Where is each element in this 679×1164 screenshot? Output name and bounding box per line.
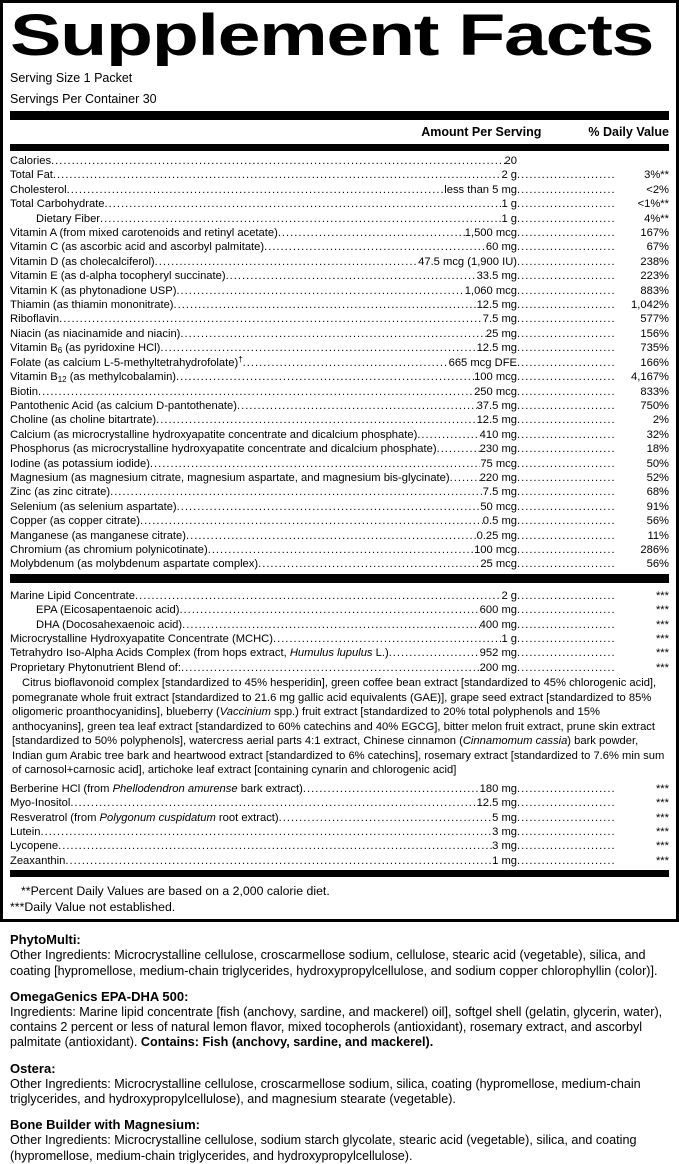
dot-leader <box>135 589 501 603</box>
nutrient-daily-value: *** <box>655 604 669 617</box>
nutrient-amount: 5 mg <box>492 811 517 824</box>
nutrient-name: Vitamin A (from mixed carotenoids and retinyl acetate) <box>10 227 278 240</box>
nutrient-name: Microcrystalline Hydroxyapatite Concentrate (MCHC) <box>10 633 273 645</box>
product-ingredients: Other Ingredients: Microcrystalline cellulose, croscarmellose sodium, silica, coating (hypromellose, medium-chain triglycerides, and hydroxypropylcellulose), and magnesium stearate (vegetable). <box>10 1076 641 1106</box>
dot-leader <box>208 543 474 557</box>
nutrient-amount: 665 mcg DFE <box>448 356 517 369</box>
nutrient-name: Vitamin $B_6$ (as pyridoxine HCl) <box>10 342 161 356</box>
dot-leader <box>180 327 486 341</box>
amount-per-serving-header: Amount Per Serving <box>421 125 542 139</box>
dot-leader <box>517 399 615 413</box>
dot-leader <box>155 255 418 269</box>
nutrient-daily-value: 56% <box>646 515 669 528</box>
nutrient-daily-value: 286% <box>640 543 669 556</box>
dot-leader <box>176 370 474 384</box>
nutrient-daily-value: 750% <box>640 399 669 412</box>
dot-leader <box>160 341 476 355</box>
nutrient-name: Manganese (as manganese citrate) <box>10 529 186 542</box>
nutrient-name: Vitamin D (as cholecalciferol) <box>10 255 155 268</box>
nutrient-row <box>10 796 669 810</box>
dot-leader <box>517 618 615 632</box>
dot-leader <box>517 197 615 211</box>
product-heading: OmegaGenics EPA-DHA 500: <box>10 988 189 1004</box>
nutrient-row <box>10 825 669 839</box>
nutrient-row <box>10 854 669 868</box>
nutrient-row <box>10 154 669 168</box>
nutrient-rows-main <box>10 151 669 572</box>
nutrient-amount: 220 mg <box>479 471 517 484</box>
dot-leader <box>517 269 615 283</box>
nutrient-daily-value: *** <box>655 782 669 795</box>
nutrient-row <box>10 226 669 240</box>
nutrient-amount: 75 mcg <box>480 457 517 470</box>
nutrient-name: Phosphorus (as microcrystalline hydroxyapatite concentrate and dicalcium phosphate) <box>10 443 437 456</box>
dot-leader <box>417 428 479 442</box>
dot-leader <box>517 839 615 853</box>
nutrient-amount: 1 g <box>501 198 517 211</box>
nutrient-amount: 7.5 mg <box>482 313 517 326</box>
nutrient-amount: 250 mcg <box>474 385 517 398</box>
nutrient-daily-value: 67% <box>646 241 669 254</box>
nutrient-row <box>10 661 669 675</box>
dot-leader <box>517 385 615 399</box>
nutrient-row <box>10 413 669 427</box>
nutrient-amount: 12.5 mg <box>476 342 517 355</box>
dot-leader <box>517 341 615 355</box>
nutrient-amount: 33.5 mg <box>476 270 517 283</box>
nutrient-amount: 100 mcg <box>474 543 517 556</box>
nutrient-row <box>10 356 669 370</box>
nutrient-name: Vitamin C (as ascorbic acid and ascorbyl palmitate) <box>10 241 265 254</box>
nutrient-name: Dietary Fiber <box>36 212 101 225</box>
nutrient-name: Total Carbohydrate <box>10 198 105 211</box>
dot-leader <box>226 269 477 283</box>
nutrient-amount: less than 5 mg <box>444 183 517 196</box>
dot-leader <box>51 154 505 168</box>
product-heading: Ostera: <box>10 1060 56 1076</box>
nutrient-amount: 410 mg <box>479 428 517 441</box>
dot-leader <box>517 370 615 384</box>
dot-leader <box>517 327 615 341</box>
dot-leader <box>100 212 501 226</box>
dot-leader <box>105 197 502 211</box>
nutrient-name: Riboflavin <box>10 313 60 326</box>
dot-leader <box>517 500 615 514</box>
nutrient-row <box>10 543 669 557</box>
nutrient-row <box>10 632 669 646</box>
dot-leader <box>278 226 465 240</box>
dot-leader <box>517 442 615 456</box>
nutrient-name: Niacin (as niacinamide and niacin) <box>10 327 181 340</box>
dot-leader <box>517 471 615 485</box>
nutrient-amount: 2 g <box>501 589 517 602</box>
dot-leader <box>517 183 615 197</box>
dot-leader <box>176 284 464 298</box>
nutrient-amount: 12.5 mg <box>476 414 517 427</box>
nutrient-amount: 47.5 mcg (1,900 IU) <box>418 255 517 268</box>
dot-leader <box>179 603 479 617</box>
serving-size: Serving Size 1 Packet <box>10 71 133 85</box>
nutrient-row <box>10 197 669 211</box>
nutrient-row <box>10 428 669 442</box>
nutrient-daily-value: 52% <box>646 471 669 484</box>
nutrient-row <box>10 618 669 632</box>
nutrient-name: Choline (as choline bitartrate) <box>10 414 157 427</box>
nutrient-daily-value: 156% <box>640 327 669 340</box>
nutrient-daily-value: *** <box>655 589 669 602</box>
nutrient-amount: 1,060 mcg <box>464 284 517 297</box>
dot-leader <box>65 854 492 868</box>
nutrient-amount: 230 mg <box>479 443 517 456</box>
nutrient-daily-value: *** <box>655 840 669 853</box>
dot-leader <box>264 240 486 254</box>
nutrient-name: Berberine HCl (from Phellodendron amurense bark extract) <box>10 782 303 795</box>
nutrient-row <box>10 312 669 326</box>
nutrient-daily-value: 166% <box>640 356 669 369</box>
nutrient-name: Zeaxanthin <box>10 854 66 867</box>
nutrient-row <box>10 500 669 514</box>
dot-leader <box>450 471 480 485</box>
nutrient-name: Folate (as calcium L-5-methyltetrahydrofolate)† <box>10 354 243 369</box>
nutrient-daily-value: *** <box>655 647 669 660</box>
dot-leader <box>38 385 474 399</box>
nutrient-row <box>10 457 669 471</box>
nutrient-name: Calcium (as microcrystalline hydroxyapatite concentrate and dicalcium phosphate) <box>10 428 418 441</box>
dot-leader <box>517 646 615 660</box>
nutrient-amount: 0.5 mg <box>482 515 517 528</box>
nutrient-daily-value: *** <box>655 854 669 867</box>
nutrient-amount: 20 <box>504 155 517 167</box>
dot-leader <box>237 399 477 413</box>
daily-value-header: % Daily Value <box>588 125 669 139</box>
nutrient-daily-value: <2% <box>646 183 669 196</box>
dot-leader <box>517 825 615 839</box>
dot-leader <box>517 298 615 312</box>
dot-leader <box>273 632 501 646</box>
nutrient-name: Iodine (as potassium iodide) <box>10 457 150 470</box>
product-heading: PhytoMulti: <box>10 932 81 948</box>
nutrient-amount: 1 g <box>501 633 517 645</box>
nutrient-daily-value: 11% <box>647 529 669 542</box>
nutrient-amount: 2 g <box>501 169 517 182</box>
nutrient-row <box>10 212 669 226</box>
other-ingredients-section <box>0 922 679 1164</box>
nutrient-name: DHA (Docosahexaenoic acid) <box>36 618 183 631</box>
nutrient-daily-value: 167% <box>640 227 669 240</box>
nutrient-name: Lycopene <box>10 840 59 853</box>
nutrient-row <box>10 255 669 269</box>
nutrient-daily-value: *** <box>655 811 669 824</box>
nutrient-name: Biotin <box>10 385 38 398</box>
nutrient-row <box>10 839 669 853</box>
dot-leader <box>517 854 615 868</box>
nutrient-row <box>10 811 669 825</box>
dot-leader <box>437 442 480 456</box>
servings-per-container: Servings Per Container 30 <box>10 91 157 106</box>
dot-leader <box>517 557 615 571</box>
nutrient-daily-value: 56% <box>646 558 669 571</box>
nutrient-row <box>10 557 669 571</box>
nutrient-row <box>10 589 669 603</box>
nutrient-daily-value: 91% <box>646 500 669 513</box>
dot-leader <box>517 485 615 499</box>
dot-leader <box>517 589 615 603</box>
dot-leader <box>517 428 615 442</box>
nutrient-amount: 180 mg <box>479 782 517 795</box>
dot-leader <box>67 183 445 197</box>
dot-leader <box>517 255 615 269</box>
nutrient-amount: 0.25 mg <box>476 529 517 542</box>
dot-leader <box>517 811 615 825</box>
nutrient-row <box>10 183 669 197</box>
nutrient-row <box>10 240 669 254</box>
dot-leader <box>517 356 615 370</box>
nutrient-amount: 1,500 mcg <box>464 227 517 240</box>
nutrient-daily-value: <1%** <box>637 198 669 211</box>
nutrient-daily-value: 4%** <box>644 212 669 225</box>
nutrient-row <box>10 442 669 456</box>
dot-leader <box>517 543 615 557</box>
dot-leader <box>140 514 483 528</box>
dot-leader <box>186 529 477 543</box>
nutrient-daily-value: *** <box>655 797 669 810</box>
nutrient-name: Thiamin (as thiamin mononitrate) <box>10 299 174 312</box>
nutrient-daily-value: *** <box>655 633 669 645</box>
nutrient-name: Calories <box>10 155 52 167</box>
nutrient-daily-value: 577% <box>640 313 669 326</box>
nutrient-amount: 600 mg <box>479 604 517 617</box>
nutrient-amount: 200 mg <box>479 661 517 674</box>
product-block <box>10 989 669 1051</box>
dot-leader <box>517 796 615 810</box>
product-ingredients: Other Ingredients: Microcrystalline cellulose, croscarmellose sodium, cellulose, stearic acid (vegetable), silica, and coating [hypromellose, medium-chain triglycerides, hydroxypropylcellulose, and sodium copper chlorophyllin (color)]. <box>10 948 658 978</box>
divider-bar-top <box>10 111 669 120</box>
nutrient-daily-value: 68% <box>646 486 669 499</box>
nutrient-name: Myo-Inositol <box>10 797 71 810</box>
nutrient-amount: 25 mg <box>485 327 517 340</box>
footnotes <box>10 883 669 915</box>
dot-leader <box>110 485 483 499</box>
dot-leader <box>279 811 493 825</box>
nutrient-amount: 952 mg <box>479 647 517 660</box>
dot-leader <box>40 825 492 839</box>
dot-leader <box>59 312 483 326</box>
nutrient-amount: 400 mg <box>479 618 517 631</box>
product-block <box>10 1061 669 1108</box>
nutrient-amount: 50 mcg <box>480 500 517 513</box>
nutrient-row <box>10 385 669 399</box>
nutrient-name: Molybdenum (as molybdenum aspartate complex) <box>10 558 259 571</box>
column-headers <box>10 120 669 144</box>
nutrient-daily-value: 735% <box>640 342 669 355</box>
dot-leader <box>517 240 615 254</box>
dot-leader <box>517 529 615 543</box>
dot-leader <box>156 413 476 427</box>
nutrient-row <box>10 485 669 499</box>
footnote-daily-values: **Percent Daily Values are based on a 2,000 calorie diet. <box>21 884 330 899</box>
nutrient-daily-value: 223% <box>640 270 669 283</box>
dot-leader <box>517 632 615 646</box>
nutrient-amount: 25 mcg <box>480 558 517 571</box>
nutrient-daily-value: *** <box>655 661 669 674</box>
nutrient-name: Magnesium (as magnesium citrate, magnesium aspartate, and magnesium bis-glycinate) <box>10 471 450 484</box>
nutrient-daily-value: *** <box>655 825 669 838</box>
dot-leader <box>174 298 477 312</box>
dot-leader <box>517 603 615 617</box>
dot-leader <box>182 618 480 632</box>
nutrient-name: Total Fat <box>10 169 53 182</box>
nutrient-rows-blend-bottom <box>10 779 669 868</box>
nutrient-name: Lutein <box>10 825 41 838</box>
nutrient-name: Pantothenic Acid (as calcium D-pantothenate) <box>10 399 237 412</box>
nutrient-row <box>10 341 669 355</box>
nutrient-daily-value: 32% <box>646 428 669 441</box>
nutrient-name: Vitamin $B_{12}$ (as methylcobalamin) <box>10 371 177 385</box>
nutrient-name: EPA (Eicosapentaenoic acid) <box>36 604 180 617</box>
product-ingredients: Other Ingredients: Microcrystalline cellulose, sodium starch glycolate, stearic acid (vegetable), silica, and coating (hypromellose, medium-chain triglycerides, and hydroxypropylcellulose). <box>10 1133 637 1163</box>
divider-bar-header <box>10 144 669 151</box>
dot-leader <box>517 212 615 226</box>
nutrient-daily-value: 833% <box>640 385 669 398</box>
nutrient-amount: 1 g <box>501 212 517 225</box>
product-block <box>10 932 669 979</box>
nutrient-name: Proprietary Phytonutrient Blend of: <box>10 661 182 674</box>
dot-leader <box>303 782 480 796</box>
product-heading: Bone Builder with Magnesium: <box>10 1117 200 1133</box>
nutrient-name: Cholesterol <box>10 183 67 196</box>
nutrient-row <box>10 284 669 298</box>
dot-leader <box>177 500 481 514</box>
nutrient-amount: 100 mcg <box>474 371 517 384</box>
nutrient-row <box>10 471 669 485</box>
nutrient-daily-value: 2% <box>652 414 669 427</box>
dot-leader <box>243 356 449 370</box>
nutrient-row <box>10 168 669 182</box>
nutrient-row <box>10 603 669 617</box>
nutrient-amount: 7.5 mg <box>482 486 517 499</box>
nutrient-row <box>10 514 669 528</box>
nutrient-name: Tetrahydro Iso-Alpha Acids Complex (from hops extract, Humulus lupulus L.) <box>10 647 389 660</box>
dot-leader <box>517 312 615 326</box>
nutrient-name: Vitamin E (as d-alpha tocopheryl succinate) <box>10 270 226 283</box>
nutrient-amount: 60 mg <box>485 241 517 254</box>
dot-leader <box>517 413 615 427</box>
nutrient-name: Marine Lipid Concentrate <box>10 589 135 602</box>
nutrient-row <box>10 298 669 312</box>
nutrient-row <box>10 269 669 283</box>
nutrient-amount: 12.5 mg <box>476 299 517 312</box>
panel-title: Supplement Facts <box>10 6 654 66</box>
dot-leader <box>517 782 615 796</box>
nutrient-rows-blend-top <box>10 586 669 675</box>
nutrient-name: Vitamin K (as phytonadione USP) <box>10 284 177 297</box>
nutrient-amount: 1 mg <box>492 854 517 867</box>
nutrient-row <box>10 529 669 543</box>
nutrient-amount: 3 mg <box>492 825 517 838</box>
nutrient-daily-value: *** <box>655 618 669 631</box>
dot-leader <box>517 457 615 471</box>
nutrient-row <box>10 782 669 796</box>
dot-leader <box>181 661 480 675</box>
divider-bar-footnotes <box>10 870 669 877</box>
nutrient-name: Zinc (as zinc citrate) <box>10 486 111 499</box>
dot-leader <box>517 661 615 675</box>
nutrient-name: Copper (as copper citrate) <box>10 515 140 528</box>
nutrient-daily-value: 50% <box>646 457 669 470</box>
product-ingredients: Ingredients: Marine lipid concentrate [fish (anchovy, sardine, and mackerel) oil], softgel shell (gelatin, glycerin, water), contains 2 percent or less of natural lemon flavor, mixed tocopherols (antioxidant), rosemary extract, and ascorbyl palmitate (antioxidant). Contains: Fish (anchovy, sardine, and mackerel). <box>10 1004 663 1050</box>
dot-leader <box>517 284 615 298</box>
dot-leader <box>58 839 492 853</box>
nutrient-daily-value: 1,042% <box>631 299 669 312</box>
divider-bar-section <box>10 574 669 583</box>
dot-leader <box>53 168 502 182</box>
dot-leader <box>389 646 480 660</box>
nutrient-row <box>10 327 669 341</box>
dot-leader <box>258 557 480 571</box>
nutrient-amount: 37.5 mg <box>476 399 517 412</box>
nutrient-daily-value: 238% <box>640 255 669 268</box>
footnote-not-established: ***Daily Value not established. <box>10 900 176 915</box>
dot-leader <box>517 168 615 182</box>
nutrient-row <box>10 646 669 660</box>
dot-leader <box>70 796 476 810</box>
dot-leader <box>517 514 615 528</box>
nutrient-row <box>10 370 669 384</box>
nutrient-row <box>10 399 669 413</box>
product-block <box>10 1117 669 1164</box>
dot-leader <box>150 457 480 471</box>
nutrient-daily-value: 4,167% <box>631 371 669 384</box>
nutrient-name: Resveratrol (from Polygonum cuspidatum root extract) <box>10 811 279 824</box>
nutrient-name: Selenium (as selenium aspartate) <box>10 500 177 513</box>
nutrient-amount: 3 mg <box>492 840 517 853</box>
nutrient-daily-value: 18% <box>646 443 669 456</box>
nutrient-name: Chromium (as chromium polynicotinate) <box>10 543 208 556</box>
nutrient-daily-value: 3%** <box>644 169 669 182</box>
nutrient-amount: 12.5 mg <box>476 797 517 810</box>
blend-description: Citrus bioflavonoid complex [standardized to 45% hesperidin], green coffee bean extract [standardized to 45% chlorogenic acid], pomegranate whole fruit extract [standardized to 21.6 mg gallic acid equivalents (GAE)], grape seed extract [standardized to 85% oligomeric proanthocyanidins], blueberry (Vaccinium spp.) fruit extract [standardized to 20% total polyphenols and 15% anthocyanins], green tea leaf extract [standardized to 60% catechins and 40% EGCG], bitter melon fruit extract, prune skin extract [standardized to 50% polyphenols], watercress aerial parts 4:1 extract, Chinese cinnamon (Cinnamomum cassia) bark powder, Indian gum Arabic tree bark and heartwood extract [standardized to 6% catechins], rosemary extract [standardized to 7.6% min sum of carnosol+carnosic acid], artichoke leaf extract [containing cynarin and chlorogenic acid] <box>12 677 665 777</box>
nutrient-daily-value: 883% <box>640 284 669 297</box>
dot-leader <box>517 226 615 240</box>
